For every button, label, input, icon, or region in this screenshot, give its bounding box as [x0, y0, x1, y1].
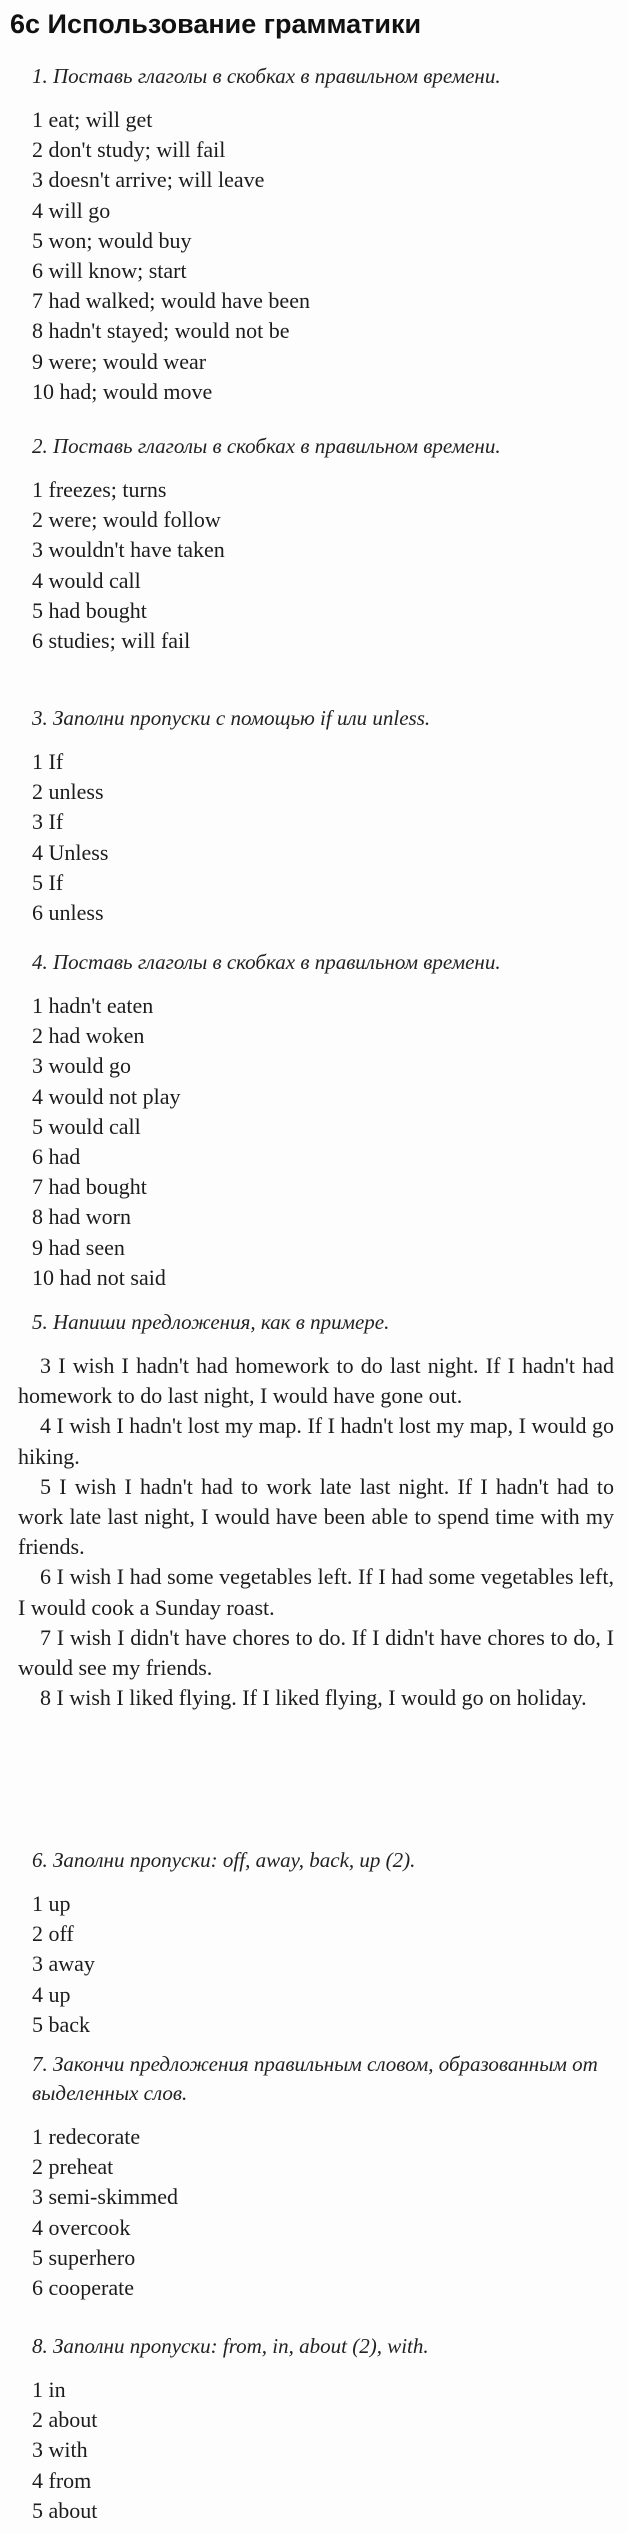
- answer-paragraph: 8 I wish I liked flying. If I liked flying, I would go on holiday.: [40, 1685, 587, 1711]
- page-title: 6c Использование грамматики: [10, 9, 422, 39]
- list-item: 2 had woken: [32, 1023, 145, 1049]
- answer-list: [0, 747, 628, 928]
- exercise-heading: 2. Поставь глаголы в скобках в правильном времени.: [32, 434, 501, 458]
- answer-paragraph: 7 I wish I didn't have chores to do. If I didn't have chores to do, I would see my friends.: [18, 1624, 614, 1681]
- list-item: 1 If: [32, 749, 64, 774]
- list-item: 3 semi-skimmed: [32, 2184, 179, 2210]
- list-item: 7 had bought: [32, 1174, 147, 1200]
- list-item: 3 doesn't arrive; will leave: [32, 167, 265, 193]
- list-item: 1 up: [32, 1891, 71, 1916]
- answer-list: [0, 1889, 628, 2040]
- list-item: 2 off: [32, 1921, 74, 1947]
- list-item: 9 were; would wear: [32, 348, 207, 374]
- list-item: 6 unless: [32, 899, 104, 925]
- list-item: 2 preheat: [32, 2154, 114, 2180]
- exercise-3: [0, 704, 628, 928]
- list-item: 6 had: [32, 1143, 81, 1169]
- exercise-6: [0, 1846, 628, 2040]
- list-item: 2 were; would follow: [32, 507, 221, 533]
- list-item: 9 had seen: [32, 1234, 125, 1260]
- list-item: 1 eat; will get: [32, 107, 153, 132]
- exercise-heading: 4. Поставь глаголы в скобках в правильном времени.: [32, 950, 501, 974]
- answer-paragraph: 5 I wish I hadn't had to work late last night. If I hadn't had to work late last night, I would have been able to spend time with my friends.: [18, 1473, 614, 1560]
- answer-list: [0, 2375, 628, 2526]
- exercise-2: [0, 432, 628, 656]
- list-item: 10 had; would move: [32, 378, 213, 404]
- exercise-8: [0, 2332, 628, 2526]
- list-item: 8 hadn't stayed; would not be: [32, 318, 290, 344]
- answer-list: [0, 475, 628, 656]
- list-item: 2 don't study; will fail: [32, 137, 226, 163]
- list-item: 6 cooperate: [32, 2274, 134, 2300]
- list-item: 7 had walked; would have been: [32, 288, 310, 314]
- list-item: 3 If: [32, 809, 64, 835]
- answer-list: [0, 2122, 628, 2303]
- list-item: 10 had not said: [32, 1264, 166, 1290]
- exercise-7: [0, 2050, 628, 2303]
- exercise-heading: 7. Закончи предложения правильным словом, образованным от выделенных слов.: [32, 2052, 598, 2105]
- list-item: 3 wouldn't have taken: [32, 537, 225, 563]
- exercise-heading: 1. Поставь глаголы в скобках в правильном времени.: [32, 64, 501, 88]
- list-item: 4 would call: [32, 567, 141, 593]
- list-item: 3 with: [32, 2437, 88, 2463]
- answer-paragraph: 4 I wish I hadn't lost my map. If I hadn't lost my map, I would go hiking.: [18, 1413, 614, 1469]
- list-item: 5 If: [32, 869, 64, 895]
- list-item: 6 studies; will fail: [32, 627, 191, 653]
- list-item: 2 about: [32, 2407, 98, 2433]
- list-item: 5 about: [32, 2497, 98, 2523]
- list-item: 4 overcook: [32, 2214, 131, 2240]
- exercise-1: [0, 62, 628, 407]
- list-item: 4 from: [32, 2467, 92, 2493]
- list-item: 1 redecorate: [32, 2124, 141, 2149]
- list-item: 4 up: [32, 1981, 71, 2007]
- answer-list: [0, 105, 628, 407]
- list-item: 5 won; would buy: [32, 227, 192, 253]
- list-item: 1 hadn't eaten: [32, 993, 154, 1018]
- answer-paragraph: 6 I wish I had some vegetables left. If I had some vegetables left, I would cook a Sunday roast.: [18, 1564, 614, 1620]
- list-item: 6 will know; start: [32, 257, 187, 283]
- list-item: 5 had bought: [32, 597, 147, 623]
- list-item: 2 unless: [32, 779, 104, 805]
- list-item: 4 will go: [32, 197, 111, 223]
- list-item: 5 would call: [32, 1113, 141, 1139]
- exercise-5: [0, 1308, 628, 1713]
- list-item: 3 would go: [32, 1053, 131, 1079]
- answer-list: [0, 991, 628, 1293]
- list-item: 5 superhero: [32, 2244, 136, 2270]
- exercise-heading: 6. Заполни пропуски: off, away, back, up (2).: [32, 1848, 416, 1872]
- exercise-heading: 8. Заполни пропуски: from, in, about (2), with.: [32, 2334, 429, 2358]
- list-item: 4 would not play: [32, 1083, 181, 1109]
- exercise-heading: 5. Напиши предложения, как в примере.: [32, 1310, 390, 1334]
- list-item: 5 back: [32, 2011, 91, 2037]
- list-item: 1 in: [32, 2377, 66, 2402]
- list-item: 3 away: [32, 1951, 95, 1977]
- list-item: 8 had worn: [32, 1204, 131, 1230]
- exercise-heading: 3. Заполни пропуски с помощью if или unless.: [32, 706, 431, 730]
- answer-paragraphs: [0, 1351, 628, 1713]
- exercise-4: [0, 948, 628, 1293]
- list-item: 1 freezes; turns: [32, 477, 167, 502]
- answer-paragraph: 3 I wish I hadn't had homework to do last night. If I hadn't had homework to do last night, I would have gone out.: [18, 1353, 614, 1409]
- list-item: 4 Unless: [32, 839, 109, 865]
